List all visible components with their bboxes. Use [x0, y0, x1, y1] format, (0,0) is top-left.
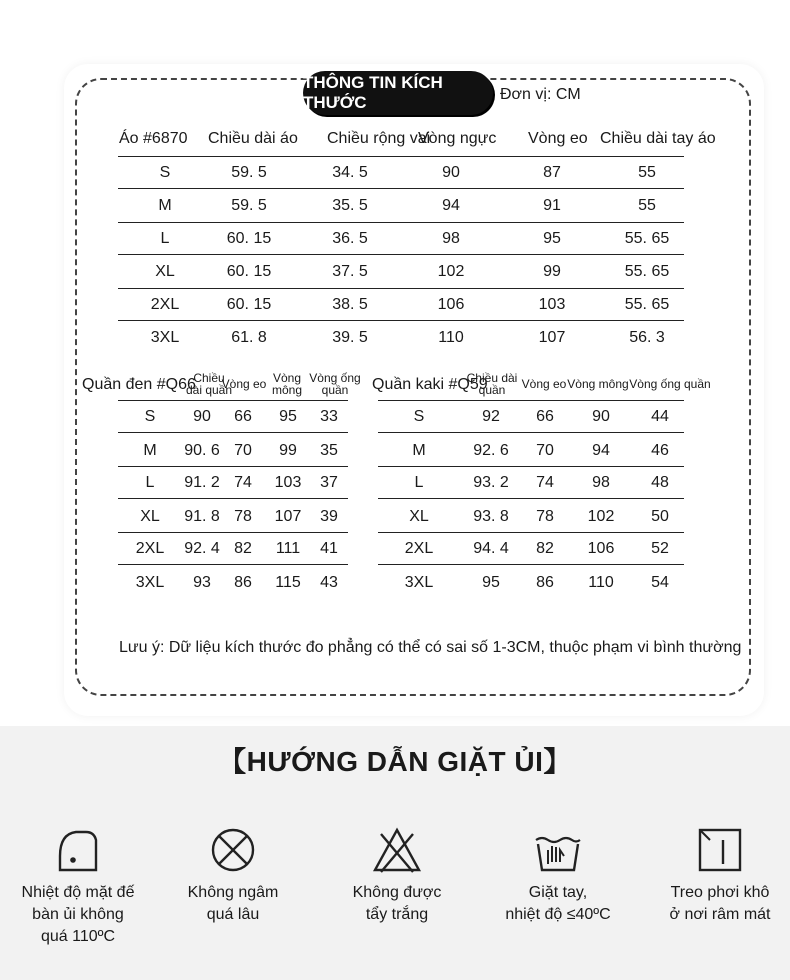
khaki-pants-table-cell: 86 — [536, 574, 554, 591]
shirt-header-cell: Áo #6870 — [119, 130, 188, 147]
khaki-pants-table-cell: 48 — [651, 474, 669, 491]
table-row-divider — [118, 564, 348, 565]
black-pants-table-cell: 33 — [320, 408, 338, 425]
shirt-table-cell: 55. 65 — [624, 230, 670, 247]
khaki-pants-table-cell: S — [413, 408, 425, 425]
black-pants-table-cell: 35 — [320, 442, 338, 459]
khaki-pants-table-cell: L — [414, 474, 424, 491]
khaki-pants-table-cell: 52 — [651, 540, 669, 557]
table-row-divider — [118, 432, 348, 433]
khaki-pants-table-cell: 94 — [592, 442, 610, 459]
black-pants-table-cell: 37 — [320, 474, 338, 491]
care-label-line: ở nơi râm mát — [669, 906, 771, 923]
care-label-line: bàn ủi không — [32, 906, 124, 923]
black-pants-table-cell: 115 — [275, 574, 301, 591]
black-pants-table-cell: 74 — [234, 474, 252, 491]
khaki-pants-table-cell: M — [412, 442, 426, 459]
shirt-table-cell: 55. 65 — [624, 296, 670, 313]
table-row-divider — [378, 564, 684, 565]
black-pants-table-cell: 82 — [234, 540, 252, 557]
table-row-divider — [118, 466, 348, 467]
table-row-divider — [118, 222, 684, 223]
shirt-table-cell: 60. 15 — [226, 296, 272, 313]
black-pants-table-cell: 95 — [279, 408, 297, 425]
black-pants-table-cell: 66 — [234, 408, 252, 425]
table-row-divider — [378, 466, 684, 467]
shirt-table-cell: 55 — [638, 164, 656, 181]
table-row-divider — [118, 156, 684, 157]
shirt-header-cell: Vòng ngực — [418, 130, 497, 147]
khaki-pants-header-label: Quần kaki #Q59 — [372, 376, 488, 393]
black-pants-table-cell: S — [144, 408, 156, 425]
khaki-pants-header-cell: Vòng mông — [567, 377, 629, 391]
shirt-header-cell: Vòng eo — [528, 130, 588, 147]
size-info-title: THÔNG TIN KÍCH THƯỚC — [303, 71, 493, 115]
shirt-table-cell: 59. 5 — [231, 164, 267, 181]
black-pants-table-cell: 41 — [320, 540, 338, 557]
black-pants-table-cell: 93 — [193, 574, 211, 591]
black-pants-header-cell: Chiều dài quần — [185, 371, 233, 397]
shirt-header-cell: Chiều dài áo — [208, 130, 298, 147]
black-pants-table-cell: 99 — [279, 442, 297, 459]
shirt-table-cell: 95 — [543, 230, 561, 247]
black-pants-table-cell: 92. 4 — [184, 540, 220, 557]
table-row-divider — [118, 288, 684, 289]
khaki-pants-table-cell: 98 — [592, 474, 610, 491]
black-pants-table-cell: 86 — [234, 574, 252, 591]
care-item-iron — [3, 826, 153, 948]
khaki-pants-table-cell: 93. 8 — [473, 508, 509, 525]
khaki-pants-table-cell: 66 — [536, 408, 554, 425]
care-label-line: quá lâu — [206, 906, 260, 923]
khaki-pants-table-cell: 44 — [651, 408, 669, 425]
shirt-table-cell: 39. 5 — [332, 329, 368, 346]
shirt-table-cell: 36. 5 — [332, 230, 368, 247]
khaki-pants-table-cell: XL — [409, 508, 429, 525]
shirt-header-cell: Chiều rộng vai — [327, 130, 431, 147]
shirt-table-cell: 34. 5 — [332, 164, 368, 181]
shirt-table-cell: 56. 3 — [629, 329, 665, 346]
shirt-table-cell: 90 — [442, 164, 460, 181]
khaki-pants-table-cell: 3XL — [404, 574, 434, 591]
black-pants-table-cell: 103 — [274, 474, 302, 491]
table-row-divider — [118, 498, 348, 499]
shirt-table-cell: 91 — [543, 197, 561, 214]
table-row-divider — [118, 188, 684, 189]
table-row-divider — [378, 400, 684, 401]
khaki-pants-table-cell: 94. 4 — [473, 540, 509, 557]
shirt-table-cell: 60. 15 — [226, 230, 272, 247]
table-row-divider — [378, 498, 684, 499]
care-label-line: quá 110ºC — [40, 928, 116, 945]
shirt-table-cell: 107 — [538, 329, 566, 346]
shirt-table-cell: 2XL — [150, 296, 180, 313]
care-item-dry-shade — [645, 826, 790, 926]
shirt-header-cell: Chiều dài tay áo — [600, 130, 716, 147]
black-pants-table-cell: 90. 6 — [184, 442, 220, 459]
black-pants-header-cell: Vòng mông — [271, 371, 303, 397]
care-title: 【HƯỚNG DẪN GIẶT ỦI】 — [218, 746, 572, 777]
black-pants-header-cell: Vòng eo — [221, 377, 267, 391]
khaki-pants-table-cell: 50 — [651, 508, 669, 525]
khaki-pants-table-cell: 102 — [587, 508, 615, 525]
shirt-table-cell: 102 — [437, 263, 465, 280]
no-soak-icon — [209, 826, 257, 874]
khaki-pants-table-cell: 92. 6 — [473, 442, 509, 459]
black-pants-header-label: Quần đen #Q66 — [82, 376, 196, 393]
black-pants-table-cell: 43 — [320, 574, 338, 591]
black-pants-table-cell: L — [145, 474, 155, 491]
shirt-table-cell: 110 — [438, 329, 464, 346]
shirt-table-cell: 98 — [442, 230, 460, 247]
table-row-divider — [118, 254, 684, 255]
shirt-table-cell: L — [160, 230, 170, 247]
black-pants-table-cell: 90 — [193, 408, 211, 425]
care-item-no-bleach — [322, 826, 472, 926]
care-item-no-soak — [158, 826, 308, 926]
table-row-divider — [378, 532, 684, 533]
black-pants-table-cell: XL — [140, 508, 160, 525]
shirt-table-cell: 55 — [638, 197, 656, 214]
care-label-line: tẩy trắng — [365, 906, 429, 923]
no-bleach-icon — [371, 826, 423, 874]
shirt-table-cell: 60. 15 — [226, 263, 272, 280]
table-row-divider — [378, 432, 684, 433]
black-pants-table-cell: 2XL — [135, 540, 165, 557]
shirt-table-cell: 106 — [437, 296, 465, 313]
black-pants-table-cell: 91. 2 — [184, 474, 220, 491]
khaki-pants-table-cell: 74 — [536, 474, 554, 491]
khaki-pants-table-cell: 110 — [588, 574, 614, 591]
khaki-pants-header-cell: Vòng ống quần — [629, 377, 711, 391]
black-pants-table-cell: 111 — [275, 540, 301, 557]
shirt-table-cell: 61. 8 — [231, 329, 267, 346]
black-pants-table-cell: 91. 8 — [184, 508, 220, 525]
care-label-line: Nhiệt độ mặt đế — [21, 884, 135, 901]
khaki-pants-header-cell: Chiều dài quần — [466, 371, 518, 397]
care-label-line: Treo phơi khô — [670, 884, 770, 901]
khaki-pants-table-cell: 106 — [587, 540, 615, 557]
shirt-table-cell: 37. 5 — [332, 263, 368, 280]
care-label-line: Không ngâm — [187, 884, 279, 901]
khaki-pants-table-cell: 95 — [482, 574, 500, 591]
khaki-pants-table-cell: 82 — [536, 540, 554, 557]
shirt-table-cell: XL — [155, 263, 175, 280]
shirt-table-cell: 99 — [543, 263, 561, 280]
shirt-table-cell: S — [159, 164, 171, 181]
khaki-pants-header-cell: Vòng eo — [521, 377, 567, 391]
black-pants-table-cell: 107 — [274, 508, 302, 525]
khaki-pants-table-cell: 54 — [651, 574, 669, 591]
khaki-pants-table-cell: 70 — [536, 442, 554, 459]
shirt-table-cell: 38. 5 — [332, 296, 368, 313]
khaki-pants-table-cell: 93. 2 — [473, 474, 509, 491]
table-row-divider — [118, 320, 684, 321]
care-label-line: nhiệt độ ≤40ºC — [505, 906, 611, 923]
black-pants-table-cell: 3XL — [135, 574, 165, 591]
dry-shade-icon — [697, 826, 743, 874]
care-label-line: Giặt tay, — [528, 884, 588, 901]
hand-wash-icon — [532, 826, 584, 874]
shirt-table-cell: 94 — [442, 197, 460, 214]
unit-label: Đơn vị: CM — [500, 86, 581, 103]
black-pants-table-cell: 39 — [320, 508, 338, 525]
khaki-pants-table-cell: 90 — [592, 408, 610, 425]
shirt-table-cell: 87 — [543, 164, 561, 181]
khaki-pants-table-cell: 78 — [536, 508, 554, 525]
black-pants-table-cell: M — [143, 442, 157, 459]
black-pants-header-cell: Vòng ống quần — [309, 371, 361, 397]
iron-icon — [56, 826, 100, 874]
size-note: Lưu ý: Dữ liệu kích thước đo phẳng có thể có sai số 1-3CM, thuộc phạm vi bình thường — [119, 639, 742, 656]
shirt-table-cell: 55. 65 — [624, 263, 670, 280]
shirt-table-cell: 35. 5 — [332, 197, 368, 214]
table-row-divider — [118, 400, 348, 401]
black-pants-table-cell: 70 — [234, 442, 252, 459]
khaki-pants-table-cell: 46 — [651, 442, 669, 459]
khaki-pants-table-cell: 2XL — [404, 540, 434, 557]
khaki-pants-table-cell: 92 — [482, 408, 500, 425]
black-pants-table-cell: 78 — [234, 508, 252, 525]
care-item-hand-wash — [483, 826, 633, 926]
care-label-line: Không được — [352, 884, 442, 901]
shirt-table-cell: 103 — [538, 296, 566, 313]
shirt-table-cell: 59. 5 — [231, 197, 267, 214]
shirt-table-cell: M — [158, 197, 172, 214]
shirt-table-cell: 3XL — [150, 329, 180, 346]
table-row-divider — [118, 532, 348, 533]
